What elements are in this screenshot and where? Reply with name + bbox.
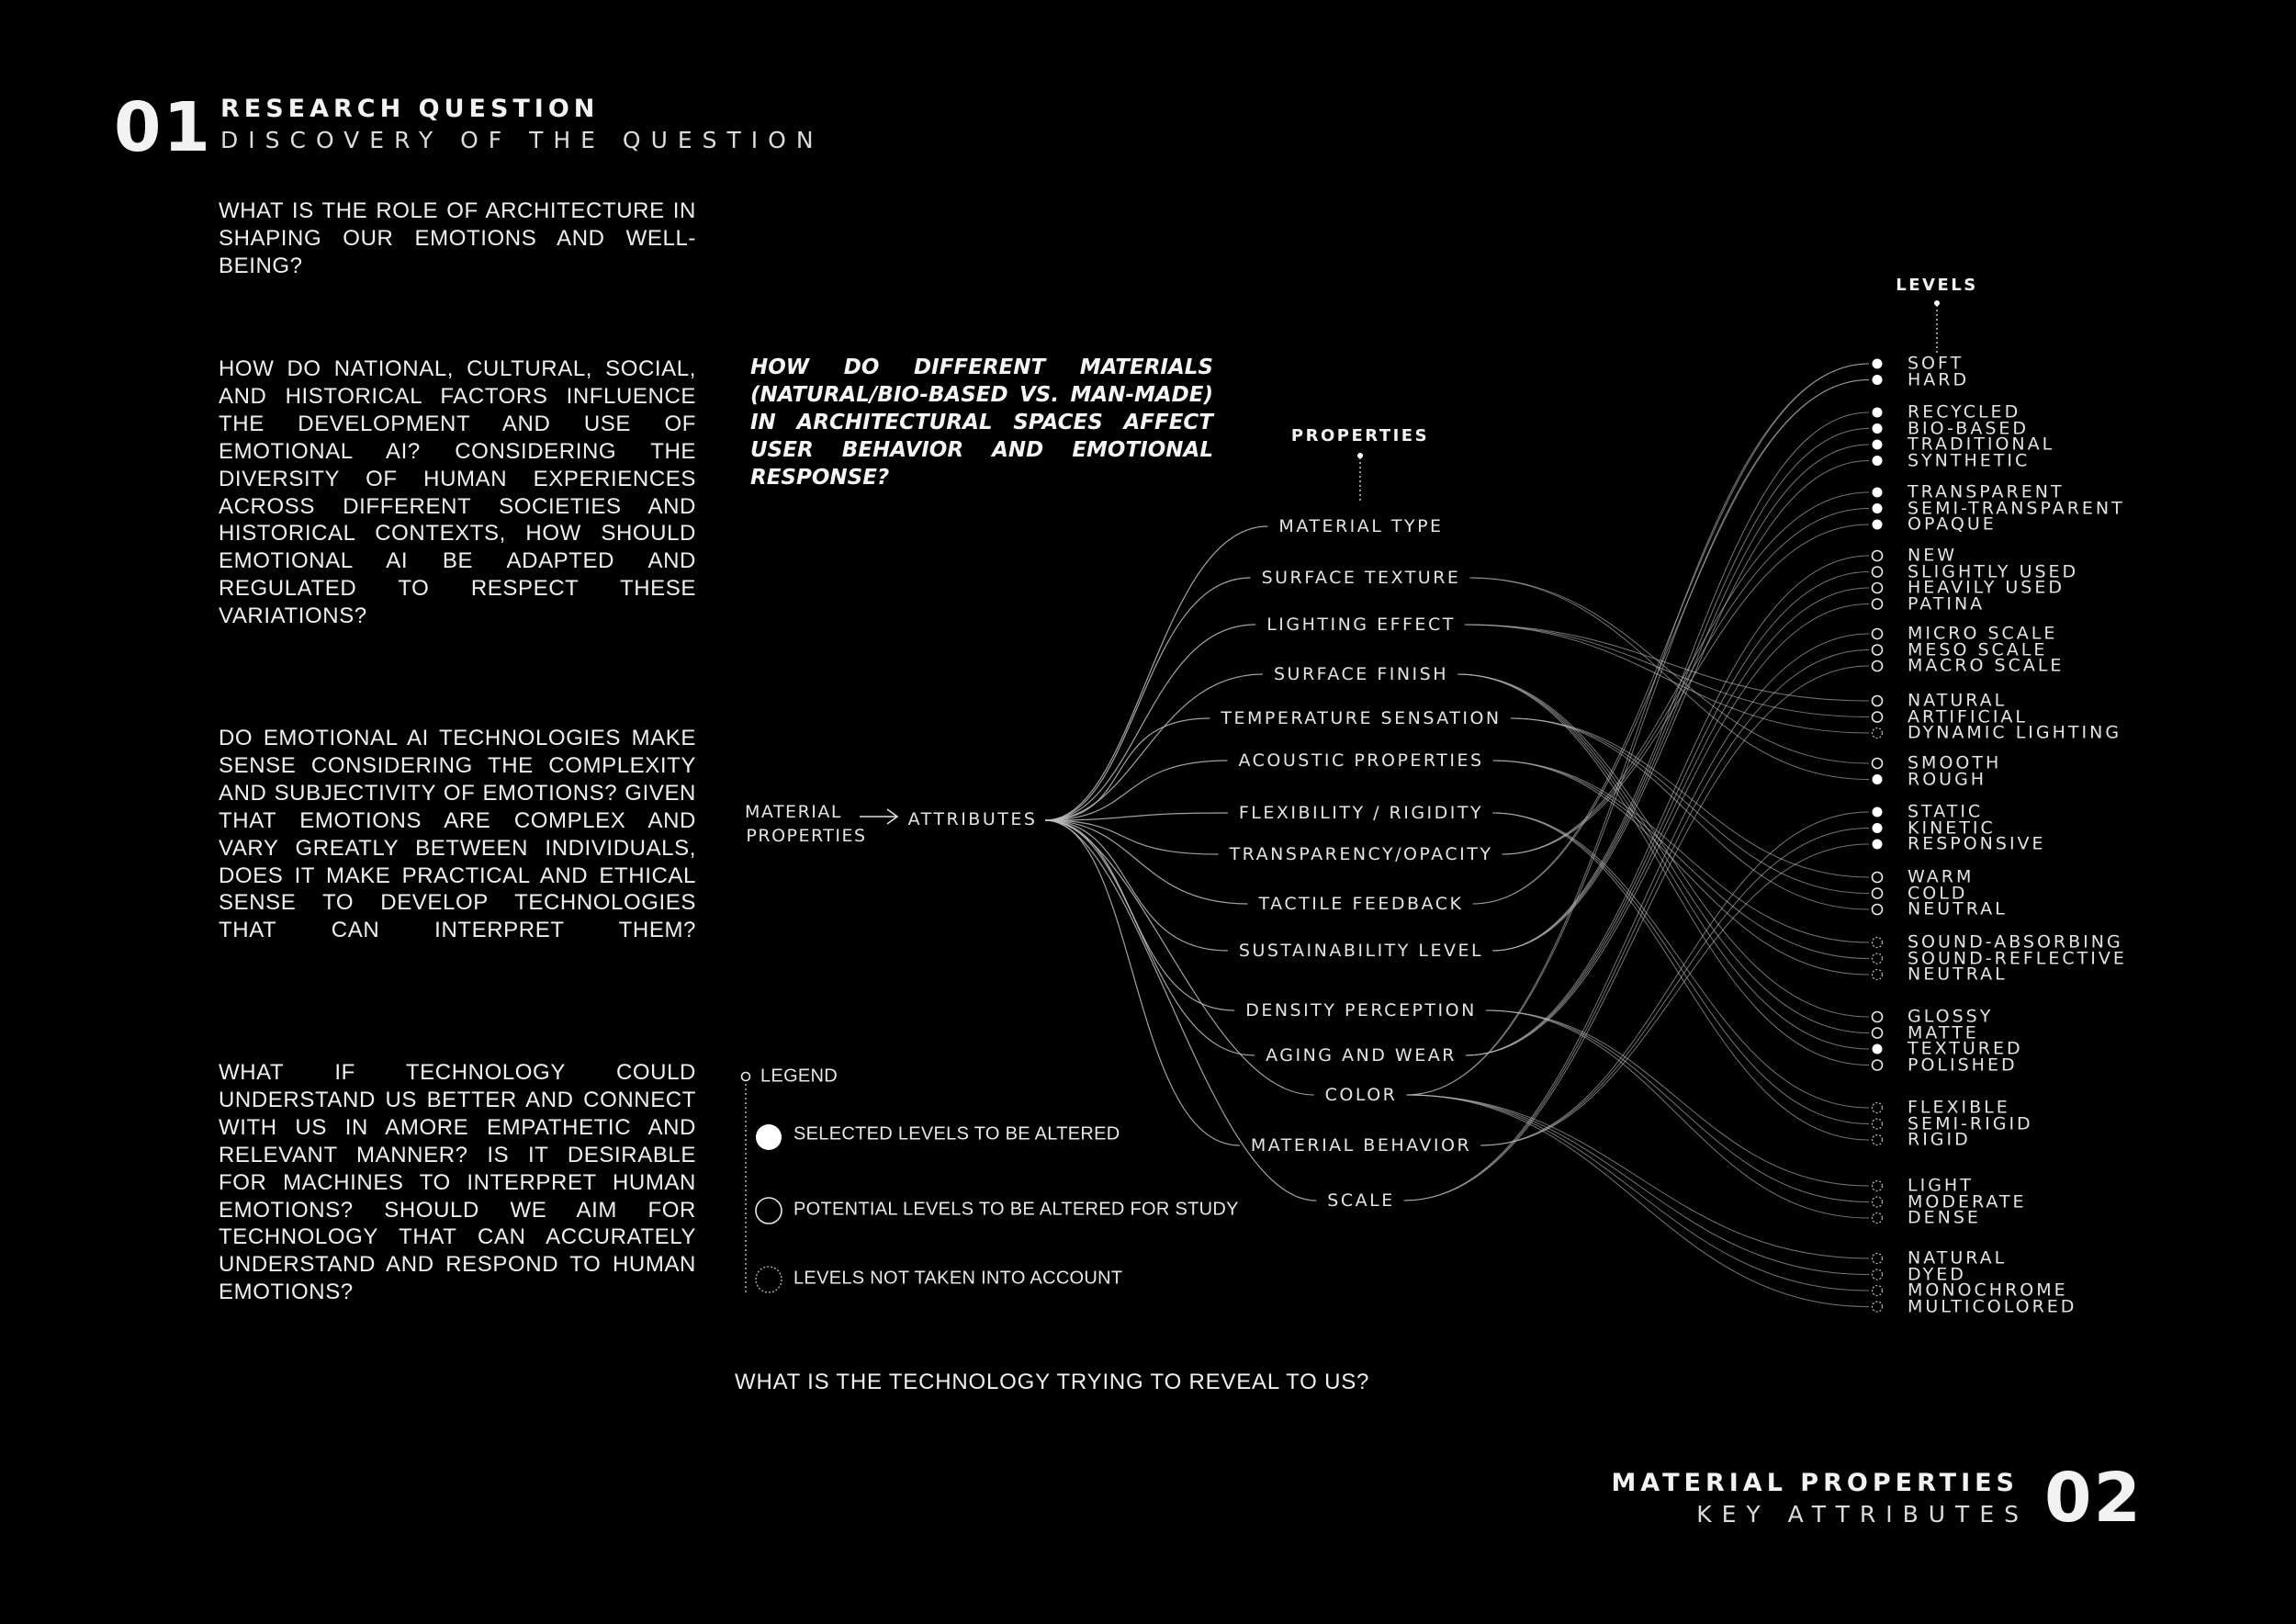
level-dot-natural <box>1873 1254 1883 1264</box>
level-multicolored: MULTICOLORED <box>1908 1296 2077 1316</box>
fan-line-material-behavior <box>1045 820 1240 1145</box>
level-recycled: RECYCLED <box>1908 401 2021 423</box>
level-monochrome: MONOCHROME <box>1908 1280 2068 1301</box>
level-sound-absorbing: SOUND-ABSORBING <box>1908 931 2123 953</box>
level-dot-soft <box>1873 359 1883 369</box>
level-static: STATIC <box>1908 801 1984 822</box>
link-line <box>1465 625 1869 717</box>
level-dot-dynamic-lighting <box>1873 728 1883 739</box>
level-micro-scale: MICRO SCALE <box>1908 623 2058 644</box>
level-rigid: RIGID <box>1908 1129 1971 1150</box>
level-dot-meso-scale <box>1873 645 1883 655</box>
level-flexible: FLEXIBLE <box>1908 1097 2010 1118</box>
level-bio-based: BIO-BASED <box>1908 418 2030 438</box>
root-label-line2: PROPERTIES <box>746 826 867 846</box>
level-moderate: MODERATE <box>1908 1191 2027 1212</box>
question-3: DO EMOTIONAL AI TECHNOLOGIES MAKE SENSE CONSIDERING THE COMPLEXITY AND SUBJECTIVITY OF EMOTIONS? GIVEN THAT EMOTIONS ARE COMPLEX AND VARY GREATLY BETWEEN INDIVIDUALS, DOES IT MAKE PRACTICAL AND ETHICAL SENSE TO DEVELOP TECHNOLOGIES THAT CAN INTERPRET THEM? <box>219 726 696 943</box>
level-responsive: RESPONSIVE <box>1908 833 2046 854</box>
link-line <box>1406 380 1869 1096</box>
level-warm: WARM <box>1908 866 1975 887</box>
level-soft: SOFT <box>1908 353 1964 374</box>
level-dot-neutral <box>1873 905 1883 915</box>
section-number-02: 02 <box>2044 1459 2143 1538</box>
legend-item-not-considered-label: LEVELS NOT TAKEN INTO ACCOUNT <box>793 1268 1123 1289</box>
level-dot-sound-absorbing <box>1873 938 1883 948</box>
properties-header: PROPERTIES <box>1290 426 1430 445</box>
level-dot-dense <box>1873 1213 1883 1224</box>
level-dot-monochrome <box>1873 1286 1883 1296</box>
link-line <box>1406 1095 1869 1275</box>
level-dot-glossy <box>1873 1012 1883 1022</box>
level-patina: PATINA <box>1908 593 1986 614</box>
levels-header-marker <box>1934 300 1940 306</box>
level-dot-patina <box>1873 599 1883 609</box>
level-transparent: TRANSPARENT <box>1908 481 2065 502</box>
level-dot-static <box>1873 807 1883 818</box>
link-line <box>1406 364 1869 1095</box>
property-density-perception: DENSITY PERCEPTION <box>1245 1000 1477 1021</box>
level-dot-smooth <box>1873 759 1883 769</box>
level-dot-multicolored <box>1873 1302 1883 1312</box>
link-line <box>1486 1010 1869 1186</box>
property-flexibility-rigidity: FLEXIBILITY / RIGIDITY <box>1238 803 1484 823</box>
level-dot-rough <box>1873 774 1883 784</box>
level-natural: NATURAL <box>1908 690 2008 711</box>
level-dot-polished <box>1873 1060 1883 1070</box>
section2-subtitle: KEY ATTRIBUTES <box>1696 1501 2029 1528</box>
level-dot-traditional <box>1873 440 1883 450</box>
property-temperature-sensation: TEMPERATURE SENSATION <box>1221 708 1502 728</box>
link-line <box>1466 604 1869 1056</box>
section2-title: MATERIAL PROPERTIES <box>1611 1469 2019 1497</box>
property-color: COLOR <box>1324 1085 1398 1105</box>
legend-title: LEGEND <box>760 1066 838 1087</box>
level-dot-light <box>1873 1181 1883 1191</box>
level-dot-natural <box>1873 696 1883 706</box>
link-line <box>1406 1095 1869 1307</box>
level-dot-opaque <box>1873 520 1883 530</box>
property-lighting-effect: LIGHTING EFFECT <box>1266 615 1456 635</box>
level-opaque: OPAQUE <box>1908 513 1997 535</box>
level-natural: NATURAL <box>1908 1247 2008 1269</box>
level-dot-micro-scale <box>1873 629 1883 639</box>
property-aging-and-wear: AGING AND WEAR <box>1266 1045 1457 1066</box>
fan-line-sustainability-level <box>1045 820 1228 951</box>
level-hard: HARD <box>1908 369 1970 389</box>
link-line <box>1511 718 1869 877</box>
level-dot-sound-reflective <box>1873 953 1883 964</box>
level-dot-semi-transparent <box>1873 503 1883 513</box>
level-neutral: NEUTRAL <box>1908 964 2008 985</box>
level-dot-moderate <box>1873 1197 1883 1207</box>
level-dot-hard <box>1873 375 1883 385</box>
link-line <box>1469 578 1869 780</box>
property-material-behavior: MATERIAL BEHAVIOR <box>1250 1135 1472 1156</box>
fan-line-surface-texture <box>1045 578 1251 820</box>
root-arrow <box>860 809 897 824</box>
link-line <box>1472 380 1869 905</box>
level-slightly-used: SLIGHTLY USED <box>1908 561 2079 581</box>
level-meso-scale: MESO SCALE <box>1908 639 2048 660</box>
level-dot-neutral <box>1873 970 1883 980</box>
level-rough: ROUGH <box>1908 769 1987 789</box>
property-surface-finish: SURFACE FINISH <box>1273 664 1449 684</box>
level-dot-recycled <box>1873 408 1883 418</box>
property-sustainability-level: SUSTAINABILITY LEVEL <box>1238 941 1484 961</box>
link-line <box>1511 718 1869 909</box>
level-dot-responsive <box>1873 840 1883 850</box>
link-line <box>1458 674 1869 1049</box>
level-new: NEW <box>1908 545 1958 566</box>
property-acoustic-properties: ACOUSTIC PROPERTIES <box>1238 750 1484 771</box>
properties-header-marker <box>1357 453 1363 458</box>
section-title: RESEARCH QUESTION <box>220 95 600 123</box>
level-artificial: ARTIFICIAL <box>1908 706 2029 727</box>
level-semi-rigid: SEMI-RIGID <box>1908 1113 2033 1133</box>
link-line <box>1492 461 1869 952</box>
fan-line-material-type <box>1045 526 1267 820</box>
level-dot-macro-scale <box>1873 661 1883 671</box>
level-dot-slightly-used <box>1873 567 1883 577</box>
root-label-line1: MATERIAL <box>745 802 842 822</box>
level-dynamic-lighting: DYNAMIC LIGHTING <box>1908 722 2122 743</box>
fan-line-transparency-opacity <box>1045 820 1219 854</box>
level-dot-cold <box>1873 888 1883 898</box>
link-line <box>1502 524 1869 854</box>
link-line <box>1404 666 1869 1201</box>
attributes-label: ATTRIBUTES <box>907 809 1038 829</box>
level-dot-bio-based <box>1873 423 1883 434</box>
bottom-question: WHAT IS THE TECHNOLOGY TRYING TO REVEAL TO US? <box>735 1370 1370 1394</box>
legend-item-potential-label: POTENTIAL LEVELS TO BE ALTERED FOR STUDY <box>793 1199 1239 1220</box>
level-dot-flexible <box>1873 1103 1883 1113</box>
fan-line-density-perception <box>1045 820 1234 1010</box>
level-dot-warm <box>1873 873 1883 883</box>
section-number-01: 01 <box>114 88 212 167</box>
level-dot-semi-rigid <box>1873 1119 1883 1129</box>
property-scale: SCALE <box>1327 1190 1395 1211</box>
level-cold: COLD <box>1908 883 1968 903</box>
question-4: WHAT IF TECHNOLOGY COULD UNDERSTAND US BETTER AND CONNECT WITH US IN AMORE EMPATHETIC AND RELEVANT MANNER? IS IT DESIRABLE FOR MACHINES TO INTERPRET HUMAN EMOTIONS? SHOULD WE AIM FOR TECHNOLOGY THAT CAN ACCURATELY UNDERSTAND AND RESPOND TO HUMAN EMOTIONS? <box>219 1060 696 1305</box>
level-kinetic: KINETIC <box>1908 818 1996 838</box>
property-surface-texture: SURFACE TEXTURE <box>1261 568 1461 588</box>
section-subtitle: DISCOVERY OF THE QUESTION <box>220 127 824 153</box>
legend-selected-dot <box>756 1124 782 1150</box>
level-dot-kinetic <box>1873 823 1883 833</box>
central-research-question: HOW DO DIFFERENT MATERIALS (NATURAL/BIO-BASED VS. MAN-MADE) IN ARCHITECTURAL SPACES AFFECT USER BEHAVIOR AND EMOTIONAL RESPONSE? <box>750 355 1213 490</box>
legend-marker <box>742 1073 750 1081</box>
fan-line-aging-and-wear <box>1045 820 1255 1055</box>
fan-line-tactile-feedback <box>1045 820 1248 904</box>
link-line <box>1493 761 1869 942</box>
levels-header: LEVELS <box>1896 276 1978 295</box>
level-semi-transparent: SEMI-TRANSPARENT <box>1908 498 2125 518</box>
level-smooth: SMOOTH <box>1908 752 2002 773</box>
legend-not-considered-dot <box>756 1267 782 1292</box>
level-dyed: DYED <box>1908 1264 1966 1284</box>
level-light: LIGHT <box>1908 1175 1974 1196</box>
level-textured: TEXTURED <box>1908 1038 2023 1059</box>
level-traditional: TRADITIONAL <box>1908 434 2055 455</box>
level-neutral: NEUTRAL <box>1908 898 2008 919</box>
level-dense: DENSE <box>1908 1207 1981 1228</box>
level-dot-new <box>1873 551 1883 561</box>
fan-line-temperature-sensation <box>1045 718 1210 820</box>
link-line <box>1466 588 1869 1055</box>
level-dot-synthetic <box>1873 456 1883 466</box>
level-polished: POLISHED <box>1908 1054 2018 1075</box>
link-line <box>1486 1010 1869 1218</box>
level-dot-rigid <box>1873 1135 1883 1145</box>
level-dot-matte <box>1873 1028 1883 1038</box>
link-line <box>1466 556 1869 1055</box>
question-2: HOW DO NATIONAL, CULTURAL, SOCIAL, AND HISTORICAL FACTORS INFLUENCE THE DEVELOPMENT AND USE OF EMOTIONAL AI? CONSIDERING THE DIVERSITY OF HUMAN EXPERIENCES ACROSS DIFFERENT SOCIETIES AND HISTORICAL CONTEXTS, HOW SHOULD EMOTIONAL AI BE ADAPTED AND REGULATED TO RESPECT THESE VARIATIONS? <box>219 356 696 629</box>
property-tactile-feedback: TACTILE FEEDBACK <box>1258 894 1464 914</box>
link-line <box>1511 718 1869 894</box>
link-line <box>1406 1095 1869 1291</box>
link-line <box>1469 578 1869 763</box>
level-synthetic: SYNTHETIC <box>1908 450 2031 470</box>
level-glossy: GLOSSY <box>1908 1006 1994 1027</box>
link-line <box>1465 625 1869 701</box>
level-macro-scale: MACRO SCALE <box>1908 655 2065 676</box>
question-1: WHAT IS THE ROLE OF ARCHITECTURE IN SHAPING OUR EMOTIONS AND WELL-BEING? <box>219 198 696 278</box>
link-line <box>1502 492 1869 854</box>
link-line <box>1492 445 1869 951</box>
level-dot-dyed <box>1873 1269 1883 1280</box>
legend-potential-dot <box>756 1198 782 1224</box>
level-dot-heavily-used <box>1873 583 1883 593</box>
fan-line-surface-finish <box>1045 674 1263 820</box>
level-dot-textured <box>1873 1044 1883 1054</box>
legend-item-selected-label: SELECTED LEVELS TO BE ALTERED <box>793 1123 1120 1145</box>
level-dot-artificial <box>1873 712 1883 722</box>
level-sound-reflective: SOUND-REFLECTIVE <box>1908 948 2127 968</box>
level-dot-transparent <box>1873 488 1883 498</box>
level-matte: MATTE <box>1908 1022 1979 1043</box>
property-transparency-opacity: TRANSPARENCY/OPACITY <box>1229 844 1493 864</box>
level-heavily-used: HEAVILY USED <box>1908 577 2065 598</box>
property-material-type: MATERIAL TYPE <box>1278 516 1444 536</box>
